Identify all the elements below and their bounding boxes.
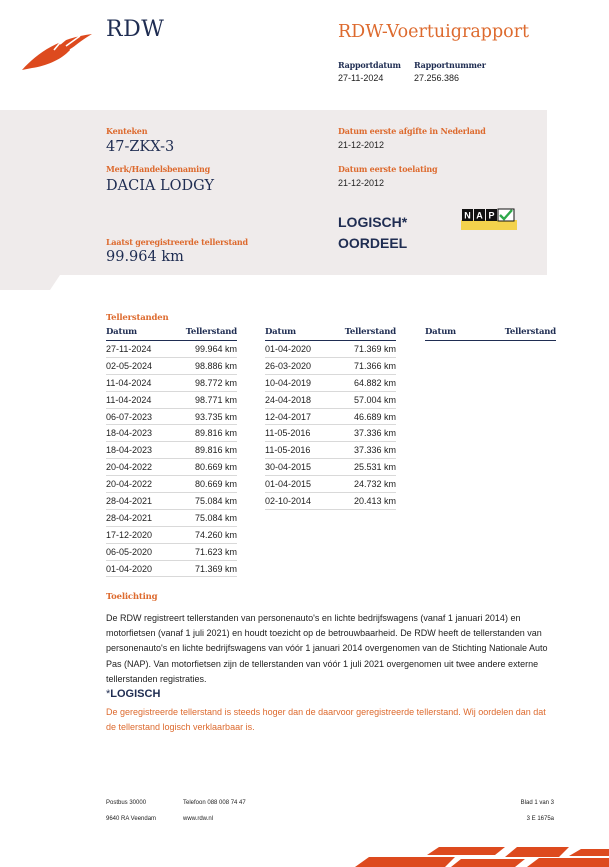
svg-text:A: A bbox=[476, 210, 483, 221]
plate-value: 47-ZKX-3 bbox=[106, 139, 175, 155]
verdict-line-2: OORDEEL bbox=[338, 235, 408, 251]
table-row bbox=[106, 442, 237, 459]
table-row bbox=[106, 493, 237, 510]
table-row bbox=[265, 442, 396, 459]
col-date-header: Datum bbox=[265, 327, 296, 337]
footer-city: 9640 RA Veendam bbox=[106, 816, 157, 822]
table-row bbox=[106, 561, 237, 578]
reading-date: 20-04-2022 bbox=[106, 479, 153, 490]
reading-odometer: 98.771 km bbox=[194, 394, 237, 405]
reading-odometer: 89.816 km bbox=[194, 445, 237, 456]
reading-odometer: 71.369 km bbox=[194, 563, 237, 574]
first-issue-nl-label: Datum eerste afgifte in Nederland bbox=[338, 126, 486, 136]
reading-odometer: 24.732 km bbox=[353, 479, 396, 490]
decorative-stripes-icon bbox=[355, 845, 609, 867]
reading-date: 01-04-2015 bbox=[265, 479, 312, 490]
readings-column-3 bbox=[425, 327, 556, 341]
reading-odometer: 80.669 km bbox=[194, 479, 237, 490]
reading-date: 06-07-2023 bbox=[106, 411, 153, 422]
explanation-title: Toelichting bbox=[106, 592, 158, 602]
reading-date: 18-04-2023 bbox=[106, 445, 153, 456]
reading-date: 11-05-2016 bbox=[265, 445, 311, 456]
reading-odometer: 57.004 km bbox=[353, 394, 396, 405]
reading-odometer: 99.964 km bbox=[194, 344, 237, 354]
footer-page-number: Blad 1 van 3 bbox=[520, 800, 554, 806]
reading-odometer: 37.336 km bbox=[353, 428, 396, 439]
explanation-text: De RDW registreert tellerstanden van personenauto's en lichte bedrijfswagens (vanaf 1 januari 2014) en motorfietsen (vanaf 1 juli 2021) en houdt toezicht op de betrouwbaarheid. De RDW heeft de tellerstanden van personenauto's en lichte bedrijfswagens van vóór 1 januari 2014 overgenomen van de Stichting Nationale Auto Pas (NAP). Van motorfietsen zijn de tellerstanden van vóór 1 juli 2021 overgenomen uit twee andere externe tellerstanden registraties. bbox=[106, 613, 548, 684]
make-value: DACIA LODGY bbox=[106, 178, 215, 194]
make-label: Merk/Handelsbenaming bbox=[106, 164, 211, 174]
odometer-value: 99.964 km bbox=[106, 249, 184, 265]
reading-date: 17-12-2020 bbox=[106, 529, 153, 540]
footer-document-code: 3 E 1675a bbox=[526, 816, 554, 822]
table-row bbox=[106, 544, 237, 561]
table-row bbox=[265, 409, 396, 426]
table-row bbox=[106, 425, 237, 442]
footer-website: www.rdw.nl bbox=[183, 816, 214, 822]
col-date-header: Datum bbox=[106, 327, 137, 337]
reading-date: 28-04-2021 bbox=[106, 496, 153, 507]
reading-date: 27-11-2024 bbox=[106, 344, 152, 354]
reading-odometer: 89.816 km bbox=[194, 428, 237, 439]
logisch-title: LOGISCH bbox=[110, 688, 161, 700]
svg-text:P: P bbox=[488, 210, 495, 221]
table-row bbox=[265, 425, 396, 442]
report-date-label: Rapportdatum bbox=[338, 60, 401, 70]
reading-odometer: 46.689 km bbox=[353, 411, 396, 422]
reading-date: 24-04-2018 bbox=[265, 394, 312, 405]
readings-header bbox=[265, 327, 396, 341]
readings-column-2 bbox=[265, 327, 396, 510]
reading-date: 26-03-2020 bbox=[265, 360, 312, 371]
verdict-line-1: LOGISCH* bbox=[338, 214, 408, 230]
svg-text:N: N bbox=[464, 210, 471, 221]
table-row bbox=[106, 409, 237, 426]
footer-postbus: Postbus 30000 bbox=[106, 800, 147, 806]
table-row bbox=[106, 476, 237, 493]
reading-odometer: 20.413 km bbox=[353, 496, 396, 507]
reading-odometer: 93.735 km bbox=[194, 411, 237, 422]
table-row bbox=[265, 392, 396, 409]
reading-odometer: 75.084 km bbox=[194, 496, 237, 507]
reading-odometer: 74.260 km bbox=[194, 529, 237, 540]
reading-date: 18-04-2023 bbox=[106, 428, 153, 439]
logisch-star: * bbox=[106, 688, 111, 700]
col-odometer-header: Tellerstand bbox=[185, 327, 237, 337]
table-row bbox=[265, 358, 396, 375]
brand-name: RDW bbox=[106, 17, 165, 42]
readings-header bbox=[106, 327, 237, 341]
reading-odometer: 64.882 km bbox=[353, 377, 396, 388]
reading-odometer: 25.531 km bbox=[353, 462, 396, 473]
report-number-label: Rapportnummer bbox=[414, 60, 486, 70]
logisch-text: De geregistreerde tellerstand is steeds hoger dan de daarvoor geregistreerde tellerstand. Wij oordelen dan dat de tellerstand logisch verklaarbaar is. bbox=[106, 707, 546, 733]
table-row bbox=[265, 459, 396, 476]
reading-date: 01-04-2020 bbox=[265, 344, 312, 354]
reading-date: 06-05-2020 bbox=[106, 546, 153, 557]
reading-date: 10-04-2019 bbox=[265, 377, 312, 388]
table-row bbox=[106, 341, 237, 358]
table-row bbox=[106, 459, 237, 476]
reading-odometer: 75.084 km bbox=[194, 512, 237, 523]
reading-date: 28-04-2021 bbox=[106, 512, 153, 523]
plate-label: Kenteken bbox=[106, 126, 148, 136]
table-row bbox=[265, 493, 396, 510]
readings-title: Tellerstanden bbox=[106, 313, 169, 323]
verdict bbox=[338, 212, 407, 254]
reading-odometer: 37.336 km bbox=[353, 445, 396, 456]
rdw-logo-icon bbox=[20, 30, 95, 72]
first-issue-nl-value: 21-12-2012 bbox=[338, 140, 385, 150]
reading-date: 01-04-2020 bbox=[106, 563, 153, 574]
reading-date: 02-10-2014 bbox=[265, 496, 312, 507]
reading-date: 11-05-2016 bbox=[265, 428, 311, 439]
table-row bbox=[106, 392, 237, 409]
reading-date: 11-04-2024 bbox=[106, 394, 152, 405]
table-row bbox=[106, 527, 237, 544]
reading-odometer: 71.369 km bbox=[353, 344, 396, 354]
reading-date: 11-04-2024 bbox=[106, 377, 152, 388]
reading-date: 02-05-2024 bbox=[106, 360, 153, 371]
logisch-heading bbox=[106, 688, 160, 700]
table-row bbox=[265, 375, 396, 392]
col-date-header: Datum bbox=[425, 327, 456, 337]
report-number-value: 27.256.386 bbox=[414, 73, 460, 83]
nap-logo-icon bbox=[461, 208, 517, 230]
reading-odometer: 98.886 km bbox=[194, 360, 237, 371]
odometer-label: Laatst geregistreerde tellerstand bbox=[106, 237, 248, 247]
readings-column-1 bbox=[106, 327, 237, 577]
panel-tail-shape bbox=[0, 274, 609, 294]
reading-odometer: 71.623 km bbox=[194, 546, 237, 557]
reading-odometer: 71.366 km bbox=[353, 360, 396, 371]
readings-header bbox=[425, 327, 556, 341]
table-row bbox=[106, 510, 237, 527]
reading-date: 30-04-2015 bbox=[265, 462, 312, 473]
footer-phone: Telefoon 088 008 74 47 bbox=[183, 800, 246, 806]
report-title: RDW-Voertuigrapport bbox=[338, 22, 530, 42]
reading-date: 20-04-2022 bbox=[106, 462, 153, 473]
reading-odometer: 98.772 km bbox=[194, 377, 237, 388]
table-row bbox=[265, 476, 396, 493]
first-admission-label: Datum eerste toelating bbox=[338, 164, 438, 174]
col-odometer-header: Tellerstand bbox=[504, 327, 556, 337]
table-row bbox=[106, 358, 237, 375]
table-row bbox=[106, 375, 237, 392]
first-admission-value: 21-12-2012 bbox=[338, 178, 385, 188]
report-date-value: 27-11-2024 bbox=[338, 73, 384, 83]
col-odometer-header: Tellerstand bbox=[344, 327, 396, 337]
reading-date: 12-04-2017 bbox=[265, 411, 312, 422]
reading-odometer: 80.669 km bbox=[194, 462, 237, 473]
table-row bbox=[265, 341, 396, 358]
